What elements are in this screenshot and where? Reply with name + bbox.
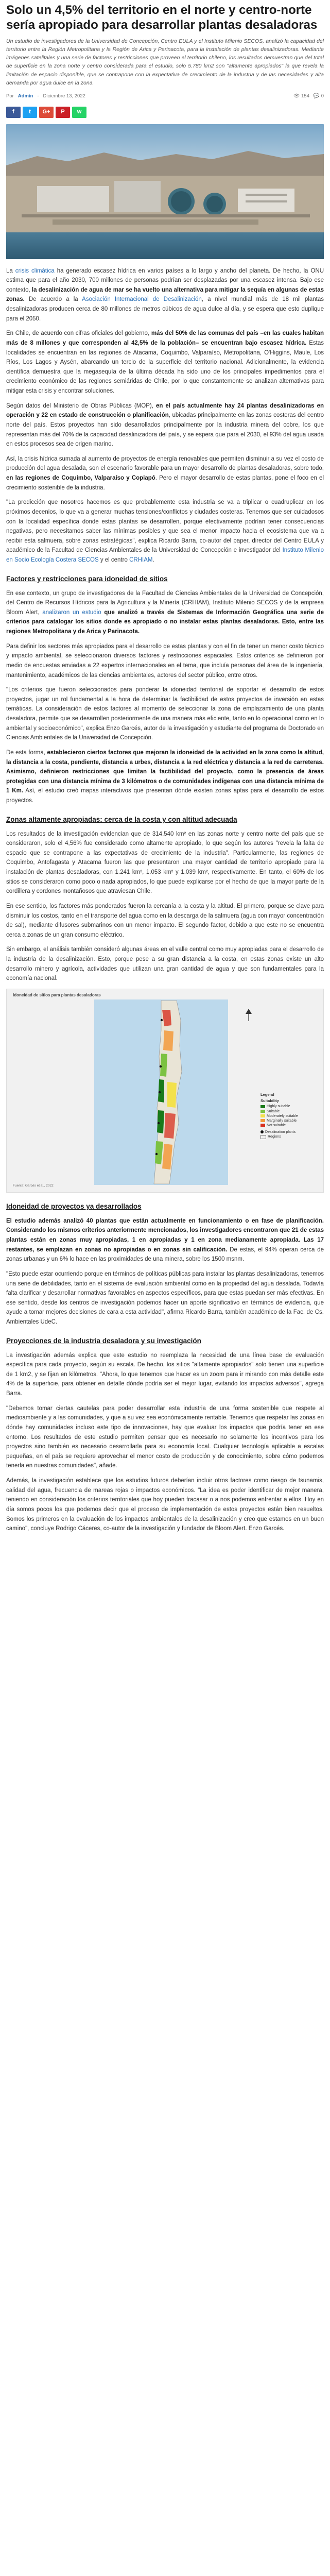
- paragraph-10: Los resultados de la investigación evidencian que de 314.540 km² en las zonas norte y centro norte del país que se consideraron, solo el 4,56% fue considerado como altamente apropiado, lo que según los autores "revela la falta de espacio que se contrapone a las expectativas de crecimiento de la industria". Particularmente, las regiones de Coquimbo, Antofagasta y Atacama fueron las que presentaron una mayor cantidad de territorio apropiado para la instalación de plantas desaladoras, con 1.241 km², 1.053 km² y 1.039 km², respectivamente. En tanto, el 60% de los sitios se consideraron como poco o nada apropiados, lo que puede explicarse por el hecho de que la mayor parte de la cordillera y cordones montañosos que atraviesan Chile.: [6, 831, 324, 895]
- paragraph-5: "La predicción que nosotros hacemos es que probablemente esta industria se va a triplicar o cuadruplicar en los próximos decenios, lo que va a generar muchas tensiones/conflictos y ciudades costeras. Tenemos que ser cuidadosos con la localidad específica donde estas plantas se desarrollen, porque efectivamente podrían tener consecuencias negativas, pero necesitamos saber las mínimas posibles y que sea el menor impacto hacia el ecosistema que va a recibir esta salmuera, sobre zonas estratégicas", explica Ricardo Barra, co-autor del paper, director del Centro EULA y académico de la Facultad de Ciencias Ambientales de la Universidad de Concepción e investigador del Instituto Milenio en Socio Ecología Costera SECOS y el centro CRHIAM.: [6, 499, 324, 564]
- paragraph-14: "Esto puede estar ocurriendo porque en términos de políticas públicas para instalar las plantas desalinizadoras, tenemos una serie de debilidades, tanto en el sistema de evaluación ambiental como en la propiedad del agua desalada. Todavía falta clarificar y desarrollar normativas favorables en aspectos específicos, para que estas puedan ser más efectivas. En ese sentido, desde los centros de investigación podemos hacer un aporte significativo en términos de evidencia, que ayude a tomar mejores decisiones de cara a esta actividad", afirma Ricardo Barra, también académico de la Fac. de Cs. Ambientales UdeC.: [6, 1270, 324, 1326]
- google-plus-share-button[interactable]: [39, 107, 54, 118]
- paragraph-8: "Los criterios que fueron seleccionados para ponderar la idoneidad territorial de soportar el desarrollo de estos proyectos, jugar un rol fundamental a la hora de determinar la factibilidad de estos proyectos de inversión en estas temáticas. La consideración de estos factores al momento de seleccionar la zona de emplazamiento de una planta desaladora, permite que se desarrollen posteriormente de una manera más eficiente, tanto en lo operacional como en lo ambiental y socioeconómico", explica Enzo Garcés, autor de la investigación y estudiante del programa de Doctorado en Ciencias Ambientales de la Universidad de Concepción.: [6, 687, 324, 741]
- map-title: Idoneidad de sitios para plantas desaladoras: [13, 992, 101, 997]
- suitability-map-figure: [6, 989, 324, 1193]
- plant-marker: [159, 1091, 161, 1093]
- eye-icon: 👁: [293, 93, 300, 99]
- legend-item: Marginally suitable: [260, 1118, 316, 1123]
- plant-marker: [158, 1122, 160, 1124]
- link-secos[interactable]: Instituto Milenio en Socio Ecología Costera SECOS: [6, 547, 324, 564]
- section-heading-zonas: Zonas altamente apropiadas: cerca de la costa y con altitud adecuada: [6, 815, 237, 823]
- hero-image-desalination-plant: [6, 124, 324, 259]
- legend-item: Regions: [260, 1134, 316, 1139]
- map-legend: [260, 1092, 316, 1139]
- legend-subtitle: Suitability: [260, 1098, 279, 1103]
- google-plus-icon: G+: [42, 108, 50, 115]
- paragraph-3: Según datos del Ministerio de Obras Públicas (MOP), en el país actualmente hay 24 plantas desalinizadoras en operación y 22 en estado de construcción o planificación, ubicadas principalmente en las zonas costeras del centro norte del país. Estos proyectos han sido desarrollados principalmente por la industria minera del cobre, los que representan más del 70% de la capacidad desalinizadora del país, y se espera que para el 2030, el 93% del agua usada en estos procesos sea de origen marino.: [6, 402, 324, 448]
- paragraph-7: Para definir los sectores más apropiados para el desarrollo de estas plantas y con el fin de tener un menor costo técnico y impacto ambiental, se seleccionaron diversos factores y restricciones espaciales. Estos criterios se definieron por medio de encuestas enviadas a 22 expertos internacionales en el tema, que incluía personas del área de la ingeniería, mantenimiento, académicos de las ciencias ambientales, actores del sector público, entre otros.: [6, 643, 324, 679]
- article-excerpt: Un estudio de investigadores de la Universidad de Concepción, Centro EULA y el Instituto Milenio SECOS, analizó la capacidad del territorio entre la Región Metropolitana y la Región de Arica y Parinacota, para la instalación de plantas desalinizadoras. Mediante imágenes satelitales y una serie de factores y restricciones que proveen el territorio chileno, los resultados demuestran que del total de superficie en la zona norte y centro considerada para el estudio, solo 5.780 km2 son "altamente apropiados" la que revela la limitación de espacio disponible, que se contrapone con la expectativa de crecimiento de la industria y de las necesidades y alta demanda por agua dulce en la zona.: [6, 38, 324, 86]
- paragraph-15: La investigación además explica que este estudio no reemplaza la necesidad de una línea base de evaluación específica para cada proyecto, según su escala. De hecho, los sitios "altamente apropiados" solo tienen una superficie de 1 km2, y se fijan en kilómetros. "Ahora, lo que tenemos que hacer es un zoom para ir mirando con más detalle este 4% de la superficie, para obtener en detalle dónde podría ser el mejor lugar, evitando los impactos adversos", agrega Barra.: [6, 1352, 324, 1397]
- legend-item: Suitable: [260, 1109, 316, 1114]
- paragraph-13: El estudio además analizó 40 plantas que están actualmente en funcionamiento o en fase de planificación. Considerando los mismos criterios anteriormente mencionados, los investigadores encontraron que 21 de estas plantas están en zonas muy apropiadas, 1 en apropiadas y 1 en zona medianamente apropiada. Las 17 restantes, se emplazan en zonas no apropiadas o en zonas sin calificación. De estas, el 94% operan cerca de zonas urbanas y un 6% lo hace en las proximidades de una minera, sobre los 1500 msnm.: [6, 1217, 324, 1263]
- zone-suitable: [160, 1054, 167, 1077]
- paragraph-17: Además, la investigación establece que los estudios futuros deberían incluir otros factores como riesgo de tsunamis, calidad del agua, frecuencia de mareas rojas o impactos económicos. "La idea es poder identificar de mejor manera, teniendo en consideración los criterios territoriales que hoy pueden fracasar o a nos podemos enfrentar a ellos. Hoy en día somos pocos los que podemos decir que el proceso de implementación de estos proyectos están bien resueltos. Somos los primeros en la evaluación de los impactos ambientales de la desalinización y creo que estamos en un buen camino", concluye Rodrigo Cáceres, co-autor de la investigación y fundador de Bloom Alert. Enzo Garcés.: [6, 1478, 324, 1532]
- paragraph-6: En ese contexto, un grupo de investigadores de la Facultad de Ciencias Ambientales de la Universidad de Concepción, del Centro de Recursos Hídricos para la Agricultura y la Minería (CRHIAM), Instituto Milenio SECOS y de la empresa Bloom Alert, analizaron un estudio que analizó a través de Sistemas de Información Geográfica una serie de criterios para catalogar los sitios donde es apropiado o no instalar estas plantas desaladoras. Esto, entre las regiones Metropolitana y de Arica y Parinacota.: [6, 590, 324, 635]
- link-estudio[interactable]: analizaron un estudio: [42, 609, 101, 616]
- paragraph-1: La crisis climática ha generado escasez hídrica en varios países a lo largo y ancho del planeta. De hecho, la ONU estima que para el año 2030, 700 millones de personas podrían ser desplazadas por una escasez intensa. Bajo ese contexto, la desalinización de agua de mar se ha vuelto una alternativa para mitigar la sequía en algunas de estas zonas. De acuerdo a la Asociación Internacional de Desalinización, a nivel mundial más de 18 mil plantas desalinizadoras producen cerca de 80 millones de metros cúbicos de agua dulce al día, y se espera que esto duplique para el 2050.: [6, 267, 324, 322]
- legend-item: Not suitable: [260, 1123, 316, 1128]
- legend-title: Legend: [260, 1092, 274, 1097]
- comments-count: 0: [321, 93, 324, 99]
- paragraph-9: De esta forma, establecieron ciertos factores que mejoran la idoneidad de la actividad en la zona como la altitud, la distancia a la costa, pendiente, distancia a urbes, distancia a la red eléctrica y distancia a la red de carreteras. Asimismo, definieron restricciones que limitan la factibilidad del proyecto, como la presencia de áreas protegidas con una distancia mínima de 3 kilómetros o de comunidades indígenas con una distancia mínima de 1 Km. Así, el estudio creó mapas interactivos que presentan dónde existen zonas aptas para el desarrollo de estos proyectos.: [6, 749, 324, 804]
- link-crisis-climatica[interactable]: crisis climática: [15, 267, 55, 274]
- plant-marker: [155, 1153, 158, 1155]
- section-heading-idoneidad: Idoneidad de proyectos ya desarrollados: [6, 1202, 142, 1210]
- author-link[interactable]: Admin: [18, 93, 33, 99]
- legend-item: Moderately suitable: [260, 1114, 316, 1118]
- facebook-share-button[interactable]: [6, 107, 21, 118]
- pinterest-share-button[interactable]: [56, 107, 70, 118]
- suitability-map: [7, 989, 323, 1192]
- article-title: Solo un 4,5% del territorio en el norte y centro-norte sería apropiado para desarrollar plantas desaladoras: [6, 3, 318, 32]
- section-heading-factores: Factores y restricciones para idoneidad de sitios: [6, 574, 168, 583]
- comment-icon: 💬: [313, 93, 320, 99]
- twitter-share-button[interactable]: [23, 107, 37, 118]
- north-arrow-head: [246, 1009, 252, 1014]
- zone-marginal: [163, 1030, 173, 1051]
- article-page: [0, 3, 330, 1554]
- twitter-icon: t: [29, 108, 31, 115]
- paragraph-12: Sin embargo, el análisis también consideró algunas áreas en el valle central como muy apropiadas para el desarrollo de la industria de la desalinización. Esto, porque pese a su gran distancia a la costa, en estas zonas existe un alto desarrollo minero y agrícola, actividades que utilizan una gran cantidad de agua y que son fundamentales para la economía nacional.: [6, 946, 324, 982]
- desalination-plant-photo: [6, 124, 324, 259]
- plant-marker: [160, 1065, 162, 1067]
- article-meta: [6, 92, 324, 100]
- zone-highly-suitable-2: [157, 1110, 164, 1133]
- meta-separator: -: [37, 93, 39, 99]
- paragraph-11: En ese sentido, los factores más ponderados fueron la cercanía a la costa y la altitud. El primero, porque se clave para disminuir los costos, tanto en el transporte del agua como en la descarga de la salmuera (agua con mayor concentración de sal), mediante difusores submarinos con un menor impacto. El segundo factor, debido a que este no se encuentra cerca a zonas de un gran consumo eléctrico.: [6, 903, 324, 938]
- comments-counter[interactable]: [314, 92, 324, 100]
- legend-item: Desalination plants: [260, 1130, 316, 1134]
- whatsapp-icon: w: [77, 108, 82, 115]
- whatsapp-share-button[interactable]: [72, 107, 86, 118]
- map-source-note: Fuente: Garcés et al., 2022: [13, 1184, 54, 1188]
- pinterest-icon: P: [61, 108, 65, 115]
- publish-date: Diciembre 13, 2022: [43, 93, 85, 99]
- paragraph-4: Así, la crisis hídrica sumada al aumento de proyectos de energía renovables que permiten disminuir a su vez el costo de producción del agua desalada, son el escenario favorable para un mayor desarrollo de plantas desaladoras, sobre todo, en las regiones de Coquimbo, Valparaíso y Copiapó. Pero el mayor desarrollo de estas plantas, pone el foco en el crecimiento sostenible de la industria.: [6, 455, 324, 491]
- paragraph-2: En Chile, de acuerdo con cifras oficiales del gobierno, más del 50% de las comunas del país –en las cuales habitan más de 8 millones y que corresponden al 42,5% de la población– se encuentran bajo escasez hídrica. Estas localidades se encuentran en las regiones de Atacama, Coquimbo, Valparaíso, Metropolitana, O'Higgins, Maule, Los Ríos, Los Lagos y Aysén, abarcando un tercio de la superficie del territorio nacional. Adicionalmente, la evidencia científica demuestra que la megasequía de la última década ha sido uno de los principales impedimentos para el crecimiento económico de las regiones semiáridas de Chile, por lo que constantemente se analizan alternativas para mitigar esta crisis y encontrar soluciones.: [6, 330, 324, 395]
- plant-marker: [161, 1019, 163, 1021]
- legend-item: Highly suitable: [260, 1104, 316, 1109]
- views-count: 154: [301, 93, 309, 99]
- link-crhiam[interactable]: CRHIAM: [129, 557, 153, 564]
- facebook-icon: f: [12, 108, 14, 115]
- share-bar: [6, 107, 324, 118]
- zone-highly-suitable: [158, 1079, 164, 1103]
- views-counter: [293, 92, 309, 100]
- link-asociacion-desalinizacion[interactable]: Asociación Internacional de Desalinización: [82, 296, 202, 303]
- zone-moderate: [167, 1082, 177, 1108]
- meta-by: Por: [6, 93, 14, 99]
- paragraph-16: "Debemos tomar ciertas cautelas para poder desarrollar esta industria de una forma sostenible que respete al medioambiente y a las comunidades, y que a su vez sea económicamente rentable. Tenemos que respetar las zonas en dónde hay comunidades incluso este tipo de innovaciones, hay que evaluar los impactos que podría tener en ese entorno. Los resultados de este estudio permiten pensar que es necesario no solamente los incentivos para los proyectos sino también es necesario desarrollarla para su economía local. Cualquier tecnología aplicable a escalas pequeñas, en el país se requiere aprovechar el menor costo de producción y de conocimiento, sobre cómo podemos tenerla en nuestras comunidades", añade.: [6, 1405, 324, 1469]
- section-heading-proyecciones: Proyecciones de la industria desaladora y su investigación: [6, 1336, 201, 1345]
